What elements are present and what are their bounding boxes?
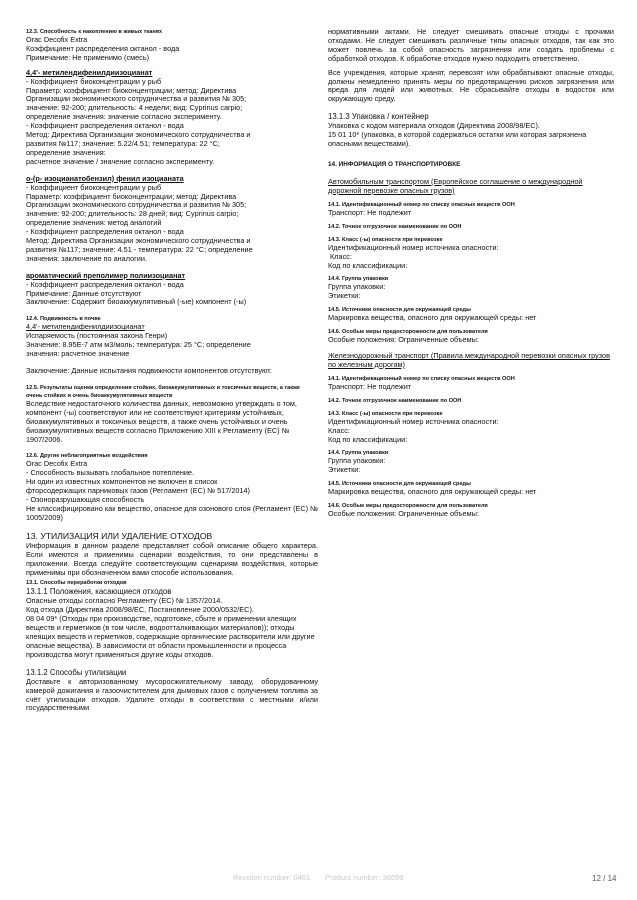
text-line: Транспорт: Не подлежит: [328, 381, 412, 391]
text-line: развития №117; значение: 4.51 - температура: 22 °C; определение: [26, 244, 253, 254]
text-line: фторсодержащих парниковых газов (Регламент (ЕС) № 517/2014): [26, 486, 250, 496]
section-12-5-title: 12.5. Результаты оценки определения стойких, биоаккумулятивных и токсичных веществ, а также очень стойких и очень биоаккумулятивных веществ: [26, 384, 301, 399]
section-13-1-3-title: 13.1.3 Упаковка / контейнер: [328, 112, 429, 122]
left-column: [26, 28, 318, 713]
text-line: - Коэффициент биоконцентрации у рыб: [26, 76, 162, 86]
subsection-title: 14.3. Класс (-ы) опасности при перевозке: [328, 236, 443, 243]
text-paragraph: нормативными актами. Не следует смешивать опасные отходы с прочими отходами. Не следует смешивать различные типы опасных отходов, так как это может повлечь за собой опасность загрязнения или создать проблемы с обработкой отходов. К обработке отходов нужно подходить ответственно.: [328, 27, 614, 63]
substance-title: 4,4'- метилендифенилдиизоцианат: [26, 322, 145, 332]
text-line: Группа упаковки:: [328, 282, 386, 292]
text-line: Организации экономического сотрудничества и развития № 305;: [26, 94, 247, 104]
text-paragraph: Не классифицировано как вещество, опасное для озонового слоя (Регламент (ЕС) № 1005/2009): [26, 503, 318, 522]
subsection-title: 14.1. Идентификационный номер по списку опасных веществ ООН: [328, 201, 515, 208]
text-line: значение: 92-200; длительность: 4 недели; вид: Cyprinus carpio;: [26, 103, 243, 113]
text-line: - Озоноразрушающая способность: [26, 495, 145, 505]
text-line: Транспорт: Не подлежит: [328, 207, 412, 217]
text-line: Код отхода (Директива 2008/98/ЕС, Постановление 2000/0532/ЕС).: [26, 605, 254, 615]
text-paragraph: 08 04 09* (Отходы при производстве, подготовке, сбыте и применении клеящих веществ и герметиков (в том числе, водоотталкивающих материалов)); отходы клеящих веществ и герметиков, содержащие органические растворители или другие опасные вещества). В зависимости от области промышленности и процесса производства могут применяться другие коды отходов.: [26, 614, 315, 659]
section-12-4-title: 12.4. Подвижность в почве: [26, 316, 101, 323]
substance-title-mdi: 4,4'- метилендифенилдиизоцианат: [26, 67, 153, 77]
text-line: Заключение: Содержит биоаккумулятивный (-ые) компонент (-ы): [26, 297, 247, 307]
section-14-title: 14. ИНФОРМАЦИЯ О ТРАНСПОРТИРОВКЕ: [328, 160, 461, 168]
text-line: Код по классификации:: [328, 434, 408, 444]
text-line: значения: расчетное значение: [26, 349, 130, 359]
text-paragraph: 15 01 10* (упаковка, в которой содержаться остатки или которая загрязнена опасными веществами).: [328, 130, 587, 149]
text-line: Код по классификации:: [328, 260, 408, 270]
section-13-1-1-title: 13.1.1 Положения, касающиеся отходов: [26, 587, 172, 597]
text-line: Маркировка вещества, опасного для окружающей среды: нет: [328, 313, 537, 323]
text-line: Класс:: [328, 425, 350, 435]
text-line: Испаряемость (постоянная закона Генри): [26, 331, 168, 341]
text-line: Коэффициент распределения октанол - вода: [26, 43, 180, 53]
page-number: 12 / 14: [592, 874, 617, 883]
rail-transport-title: Железнодорожный транспорт (Правила международной перевозки опасных грузов по железным дорогам): [328, 351, 610, 369]
subsection-title: 14.4. Группа упаковки: [328, 450, 389, 457]
subsection-title: 14.6. Особые меры предосторожности для пользователя: [328, 329, 488, 336]
text-line: Примечание: Данные отсутствуют: [26, 288, 142, 298]
text-line: Маркировка вещества, опасного для окружающей среды: нет: [328, 487, 537, 497]
text-line: Этикетки:: [328, 291, 361, 301]
subsection-title: 14.4. Группа упаковки: [328, 276, 389, 283]
text-line: Параметр: коэффициент биоконцентрации; метод: Директива: [26, 85, 237, 95]
subsection-title: 14.2. Точное отгрузочное наименование по ООН: [328, 397, 462, 404]
section-13-1-title: 13.1. Способы переработки отходов: [26, 580, 127, 587]
text-line: - Коэффициент распределения октанол - вода: [26, 279, 184, 289]
text-line: развития №117; значение: 5.22/4.51; температура: 22 °C;: [26, 138, 220, 148]
text-line: - Коэффициент распределения октанол - вода: [26, 121, 184, 131]
text-line: определение значения: метод аналогий: [26, 218, 162, 228]
text-line: Ни один из известных компонентов не включен в список: [26, 477, 218, 487]
subsection-title: 14.5. Источники опасности для окружающей среды: [328, 307, 471, 314]
product-number: Product number: 36699: [325, 873, 404, 882]
subsection-title: 14.5. Источники опасности для окружающей среды: [328, 481, 471, 488]
text-line: Значение: 8.95E-7 атм м3/моль; температура: 25 °C; определение: [26, 340, 251, 350]
substance-title-prepolymer: ароматический преполимер полиизоцианат: [26, 270, 186, 280]
subsection-title: 14.3. Класс (-ы) опасности при перевозке: [328, 410, 443, 417]
text-paragraph: Все учреждения, которые хранят, перевозят или обрабатывают опасные отходы, должны немедленно принять меры по предотвращению рисков загрязнения или вреда для людей или животных. Не сбрасывайте отходы в водосток или окружающую среду.: [328, 67, 614, 104]
text-line: значение: 92-200; длительность: 28 дней; вид: Cyprinus carpio;: [26, 209, 239, 219]
subsection-title: 14.2. Точное отгрузочное наименование по ООН: [328, 223, 462, 230]
text-line: Особые положения: Ограниченные объемы:: [328, 335, 479, 345]
text-line: Примечание: Не применимо (смесь): [26, 52, 150, 62]
text-line: Этикетки:: [328, 465, 361, 475]
text-line: - Коэффициент распределения октанол - вода: [26, 227, 184, 237]
text-line: Идентификационный номер источника опасности:: [328, 242, 499, 252]
text-paragraph: Вследствие недостаточного количества данных, невозможно утверждать о том, компонент (-ы) соответствуют или не соответствуют критериям устойчивых, биоаккумулятивных и токсичных веществ, а также очень устойчивых и очень биоаккумулятивных веществ согласно Приложению XIII к Регламенту (ЕС) № 1907/2006.: [26, 398, 297, 444]
text-line: Метод: Директива Организации экономического сотрудничества и: [26, 236, 251, 246]
subsection-title: 14.6. Особые меры предосторожности для пользователя: [328, 503, 488, 510]
text-line: Метод: Директива Организации экономического сотрудничества и: [26, 130, 251, 140]
revision-number: Revision number: 0401: [233, 873, 311, 882]
text-line: Orac Decofix Extra: [26, 35, 88, 44]
text-line: - Способность вызывать глобальное потепление.: [26, 468, 195, 478]
text-line: Параметр: коэффициент биоконцентрации; метод: Директива: [26, 191, 237, 201]
text-paragraph: Информация в данном разделе представляет собой описание общего характера. Если имеются и применимы сценарии воздействия, то они представлены в приложении. Всегда следуйте соответствующим сценариям воздействия, которые применимы при обозначенном вами способе использования.: [26, 540, 318, 577]
text-line: Опасные отходы согласно Регламенту (ЕС) № 1357/2014.: [26, 596, 223, 606]
text-line: Особые положения: Ограниченные объемы:: [328, 509, 479, 519]
text-line: определение значения: значение согласно эксперименту.: [26, 112, 222, 122]
text-line: Идентификационный номер источника опасности:: [328, 416, 499, 426]
text-line: расчетное значение / значение согласно эксперименту.: [26, 156, 215, 166]
text-line: Группа упаковки:: [328, 456, 386, 466]
text-line: Orac Decofix Extra: [26, 459, 88, 469]
text-line: Класс:: [330, 251, 352, 261]
section-13-title: 13. УТИЛИЗАЦИЯ ИЛИ УДАЛЕНИЕ ОТХОДОВ: [26, 530, 213, 541]
section-12-3-title: 12.3. Способность к накоплению в живых тканях: [26, 29, 163, 35]
subsection-title: 14.1. Идентификационный номер по списку опасных веществ ООН: [328, 375, 515, 382]
section-12-6-title: 12.6. Другие неблагоприятные воздействия: [26, 453, 148, 460]
road-transport-title: Автомобильным транспортом (Европейское соглашение о международной дорожной перевозке опасных грузов): [328, 176, 583, 195]
substance-title-omdi: о-(р- изоцианатобензил) фенил изоцианата: [26, 173, 184, 183]
text-line: - Коэффициент биоконцентрации у рыб: [26, 182, 162, 192]
section-13-1-2-title: 13.1.2 Способы утилизации: [26, 667, 127, 677]
text-line: значения: заключение по аналогии.: [26, 253, 147, 263]
text-paragraph: Заключение: Данные испытания подвижности компонентов отсутствуют.: [26, 366, 272, 375]
right-column: [328, 28, 614, 519]
text-line: Упаковка с кодом материала отходов (Директива 2008/98/ЕС).: [328, 121, 540, 131]
text-line: определение значения:: [26, 147, 106, 157]
text-paragraph: Доставьте к авторизованному мусоросжигательному заводу, оборудованному камерой дожигания и газоочистителем для дымовых газов с получением топлива за счёт утилизации отходов. Удалите отходы в соответствии с местными и/или государственными: [26, 676, 318, 713]
text-line: Организации экономического сотрудничества и развития № 305;: [26, 200, 247, 210]
